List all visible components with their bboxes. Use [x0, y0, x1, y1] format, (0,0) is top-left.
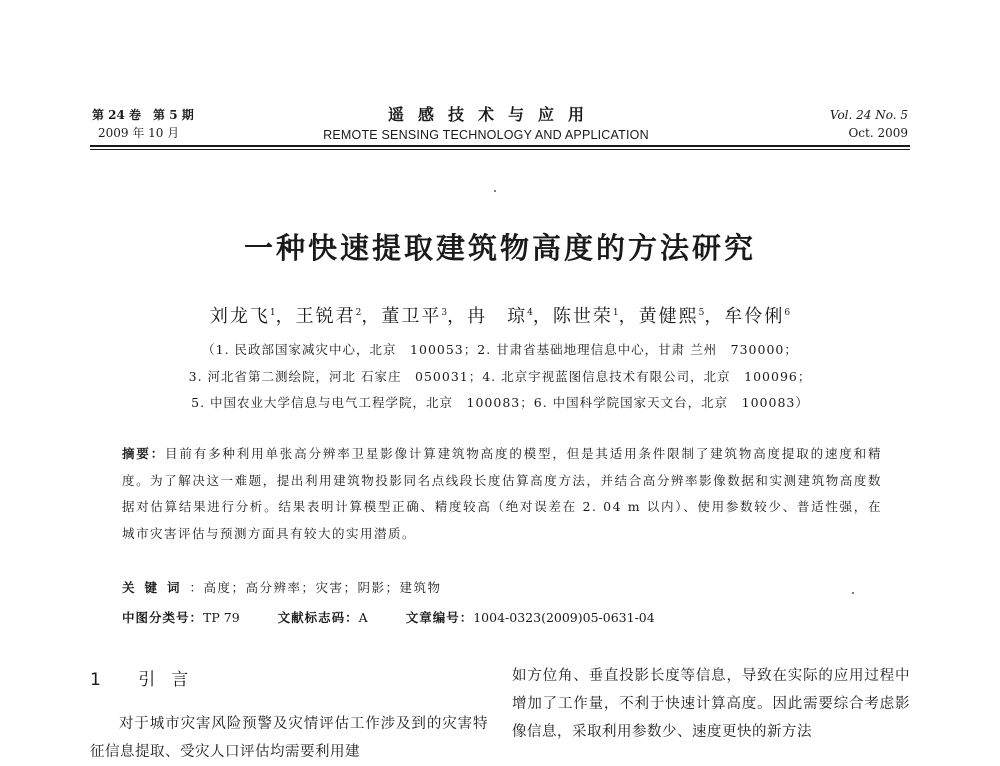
classification-info: [122, 608, 655, 626]
paragraph: 如方位角、垂直投影长度等信息，导致在实际的应用过程中增加了工作量，不利于快速计算高度。因此需要综合考虑影像信息，采取利用参数少、速度更快的新方法: [512, 668, 910, 740]
section-heading: [90, 665, 204, 690]
publication-date-zh: 2009 年 10 月: [98, 126, 180, 140]
scan-speck: [494, 190, 496, 192]
author-affiliation-mark: 1: [612, 308, 619, 318]
abstract-text: 目前有多种利用单张高分辨率卫星影像计算建筑物高度的模型，但是其适用条件限制了建筑物高度提取的速度和精度。为了解决这一难题，提出利用建筑物投影同名点线段长度估算高度方法，并结合高分辨率影像数据和实测建筑物高度数据对估算结果进行分析。结果表明计算模型正确、精度较高（绝对误差在 2. 04 m 以内）、使用参数较少、普适性强，在城市灾害评估与预测方面具有较大的实用潜质。: [122, 446, 882, 541]
header-rule-thin: [90, 149, 910, 150]
section-number: 1: [90, 670, 117, 690]
abstract-label: 摘要：: [122, 446, 166, 461]
journal-name-zh: 遥感技术与应用: [387, 105, 598, 124]
header-rule-thick: [90, 145, 910, 147]
author-affiliation-mark: 6: [784, 308, 791, 318]
affiliation-line: 5. 中国农业大学信息与电气工程学院，北京 100083；6. 中国科学院国家天文台，北京 100083）: [191, 395, 809, 410]
author-affiliation-mark: 5: [698, 308, 705, 318]
article-number-value: 1004-0323(2009)05-0631-04: [473, 610, 655, 625]
article-number-label: 文章编号：: [405, 610, 474, 625]
author-name: 黄健熙: [638, 306, 699, 327]
body-column-left: [90, 710, 488, 766]
author-name: 董卫平: [381, 306, 442, 327]
abstract: [122, 441, 882, 547]
author-name: 陈世荣: [552, 306, 613, 327]
volume-issue: 第 24 卷 第 5 期: [92, 108, 194, 122]
doc-code-value: A: [358, 610, 368, 625]
author-list: 刘龙飞$^1$，王锐君$^2$，董卫平$^3$，冉 琼$^4$，陈世荣$^1$，黄健熙$^5$，牟伶俐$^6$: [209, 306, 791, 327]
paragraph: 对于城市灾害风险预警及灾情评估工作涉及到的灾害特征信息提取、受灾人口评估均需要利用建: [90, 716, 488, 760]
journal-volume-info: [92, 106, 194, 142]
affiliation-line: 3. 河北省第二测绘院，河北 石家庄 050031；4. 北京宇视蓝图信息技术有限公司，北京 100096；: [188, 369, 812, 384]
scan-speck: [852, 592, 854, 594]
author-name: 王锐君: [295, 306, 356, 327]
keywords-label: 关键词: [122, 580, 190, 595]
journal-name: [300, 102, 672, 142]
author-affiliation-mark: 4: [527, 308, 533, 318]
article-title: 一种快速提取建筑物高度的方法研究: [243, 231, 756, 265]
affiliation-line: （1. 民政部国家减灾中心，北京 100053；2. 甘肃省基础地理信息中心，甘肃 兰州 730000；: [202, 342, 798, 357]
author-name: 冉 琼: [467, 306, 528, 327]
journal-volume-info-en: [830, 106, 908, 142]
author-affiliation-mark: 2: [355, 308, 362, 318]
journal-name-en: REMOTE SENSING TECHNOLOGY AND APPLICATION: [323, 128, 649, 142]
author-name: 刘龙飞: [209, 306, 270, 327]
author-affiliation-mark: 3: [441, 308, 448, 318]
clc-value: TP 79: [203, 610, 240, 625]
keywords: [122, 578, 442, 596]
keywords-text: ：高度；高分辨率；灾害；阴影；建筑物: [189, 580, 442, 595]
section-title: 引言: [138, 670, 205, 690]
body-column-right: [512, 662, 910, 746]
author-name: 牟伶俐: [724, 306, 785, 327]
doc-code-label: 文献标志码：: [277, 610, 359, 625]
author-affiliation-mark: 1: [269, 308, 276, 318]
clc-label: 中图分类号：: [122, 610, 204, 625]
publication-date-en: Oct. 2009: [848, 126, 908, 140]
volume-issue-en: Vol. 24 No. 5: [829, 108, 908, 122]
